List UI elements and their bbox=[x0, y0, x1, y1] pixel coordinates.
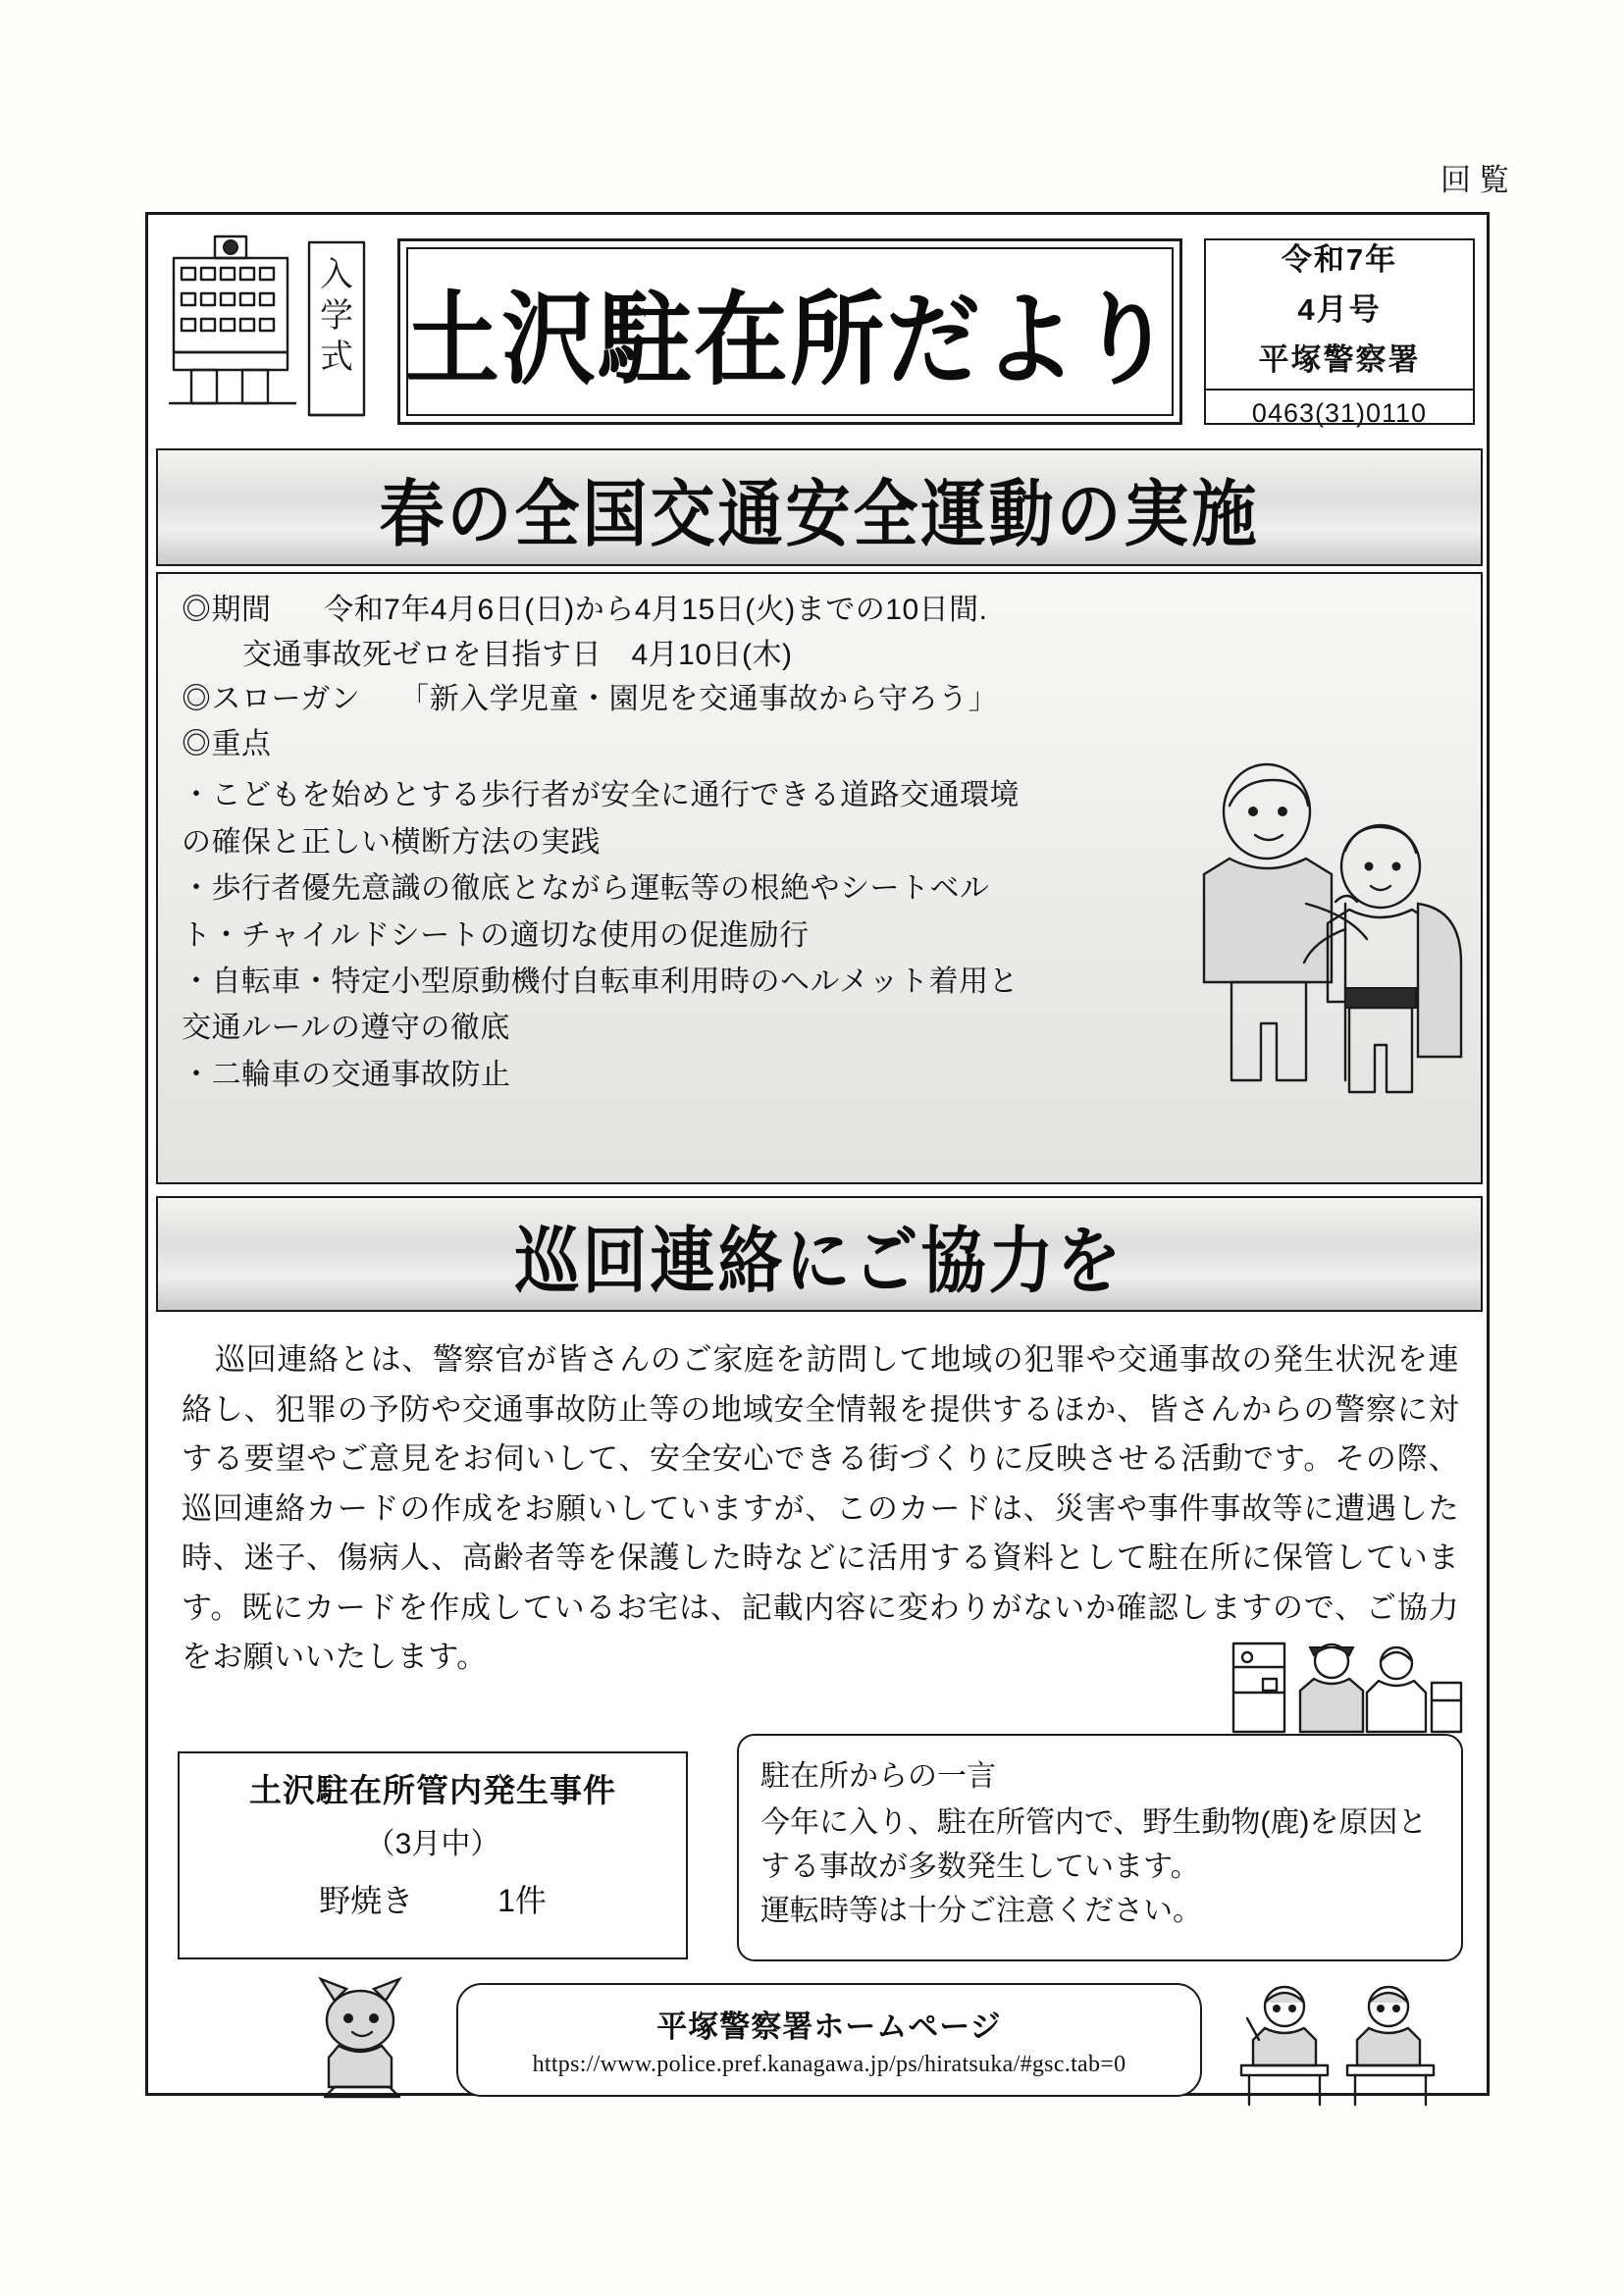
campaign-focus-item-4: ・二輪車の交通事故防止 bbox=[182, 1058, 511, 1091]
issue-info-box bbox=[1204, 238, 1475, 428]
svg-text:学: 学 bbox=[320, 296, 353, 336]
campaign-focus-label: ◎重点 bbox=[182, 727, 272, 760]
homepage-url[interactable]: https://www.police.pref.kanagawa.jp/ps/hiratsuka/#gsc.tab=0 bbox=[532, 2052, 1126, 2077]
pedestrian-illustration bbox=[1173, 757, 1467, 1149]
svg-text:入: 入 bbox=[320, 255, 353, 294]
campaign-banner bbox=[156, 448, 1483, 566]
incident-title: 土沢駐在所管内発生事件 bbox=[249, 1772, 616, 1808]
campaign-slogan-label: ◎スローガン bbox=[182, 683, 361, 716]
patrol-paragraph: 巡回連絡とは、警察官が皆さんのご家庭を訪問して地域の犯罪や交通事故の発生状況を連絡し、犯罪の予防や交通事故防止等の地域安全情報を提供するほか、皆さんからの警察に対する要望やご意見をお伺いして、安全安心できる街づくりに反映させる活動です。その際、巡回連絡カードの作成をお願いしていますが、このカードは、災害や事件事故等に遭遇した時、迷子、傷病人、高齢者等を保護した時などに活用する資料として駐在所に保管しています。既にカードを作成しているお宅は、記載内容に変わりがないか確認しますので、ご協力をお願いいたします。 bbox=[182, 1342, 1459, 1675]
incident-name: 野焼き bbox=[319, 1883, 414, 1918]
campaign-focus-item-2: ・歩行者優先意識の徹底とながら運転等の根絶やシートベルト・チャイルドシートの適切な使用の促進励行 bbox=[182, 872, 990, 952]
incident-summary-box bbox=[178, 1751, 688, 1959]
note-title: 駐在所からの一言 bbox=[760, 1760, 996, 1793]
header bbox=[156, 223, 1483, 441]
newsletter-frame bbox=[145, 212, 1490, 2096]
note-line-1: 今年に入り、駐在所管内で、野生動物(鹿)を原因とする事故が多数発生しています。 bbox=[760, 1806, 1428, 1883]
homepage-title: 平塚警察署ホームページ bbox=[656, 2009, 1002, 2044]
police-station-name: 平塚警察署 bbox=[1258, 342, 1421, 377]
patrol-banner-text: 巡回連絡にご協力を bbox=[514, 1218, 1125, 1303]
students-desk-illustration bbox=[1224, 1971, 1459, 2109]
circulation-mark: 回覧 bbox=[1440, 163, 1517, 197]
table-row bbox=[180, 1876, 686, 1921]
campaign-zero-day: 交通事故死ゼロを目指す日 4月10日(木) bbox=[242, 638, 793, 671]
campaign-period-label: ◎期間 bbox=[182, 594, 272, 626]
campaign-period-line bbox=[182, 588, 1461, 633]
campaign-banner-text: 春の全国交通安全運動の実施 bbox=[379, 471, 1260, 556]
newsletter-title-box bbox=[397, 238, 1182, 425]
issue-month: 4月号 bbox=[1297, 292, 1382, 327]
campaign-focus-item-3: ・自転車・特定小型原動機付自転車利用時のヘルメット着用と交通ルールの遵守の徹底 bbox=[182, 965, 1020, 1045]
incident-subtitle: （3月中） bbox=[365, 1828, 500, 1860]
page-title: 土沢駐在所だより bbox=[405, 280, 1175, 399]
campaign-slogan-line bbox=[182, 677, 1461, 722]
patrol-banner bbox=[156, 1196, 1483, 1312]
note-line-2: 運転時等は十分ご注意ください。 bbox=[760, 1895, 1202, 1927]
station-note-box bbox=[737, 1734, 1463, 1961]
svg-text:式: 式 bbox=[320, 338, 353, 377]
campaign-focus-item-1: ・こどもを始めとする歩行者が安全に通行できる道路交通環境の確保と正しい横断方法の実践 bbox=[182, 779, 1020, 859]
officer-visit-illustration bbox=[1230, 1628, 1465, 1736]
campaign-details bbox=[156, 572, 1483, 1184]
school-entrance-illustration bbox=[162, 229, 388, 435]
incident-count: 1件 bbox=[497, 1883, 547, 1918]
homepage-box[interactable] bbox=[456, 1983, 1202, 2097]
campaign-slogan-value: 「新入学児童・園児を交通事故から守ろう」 bbox=[399, 683, 999, 716]
issue-year: 令和7年 bbox=[1281, 242, 1398, 277]
police-mascot-illustration bbox=[295, 1971, 433, 2109]
police-station-phone: 0463(31)0110 bbox=[1206, 389, 1473, 429]
patrol-section bbox=[156, 1318, 1483, 1740]
campaign-period-value: 令和7年4月6日(日)から4月15日(火)までの10日間. bbox=[324, 594, 988, 626]
